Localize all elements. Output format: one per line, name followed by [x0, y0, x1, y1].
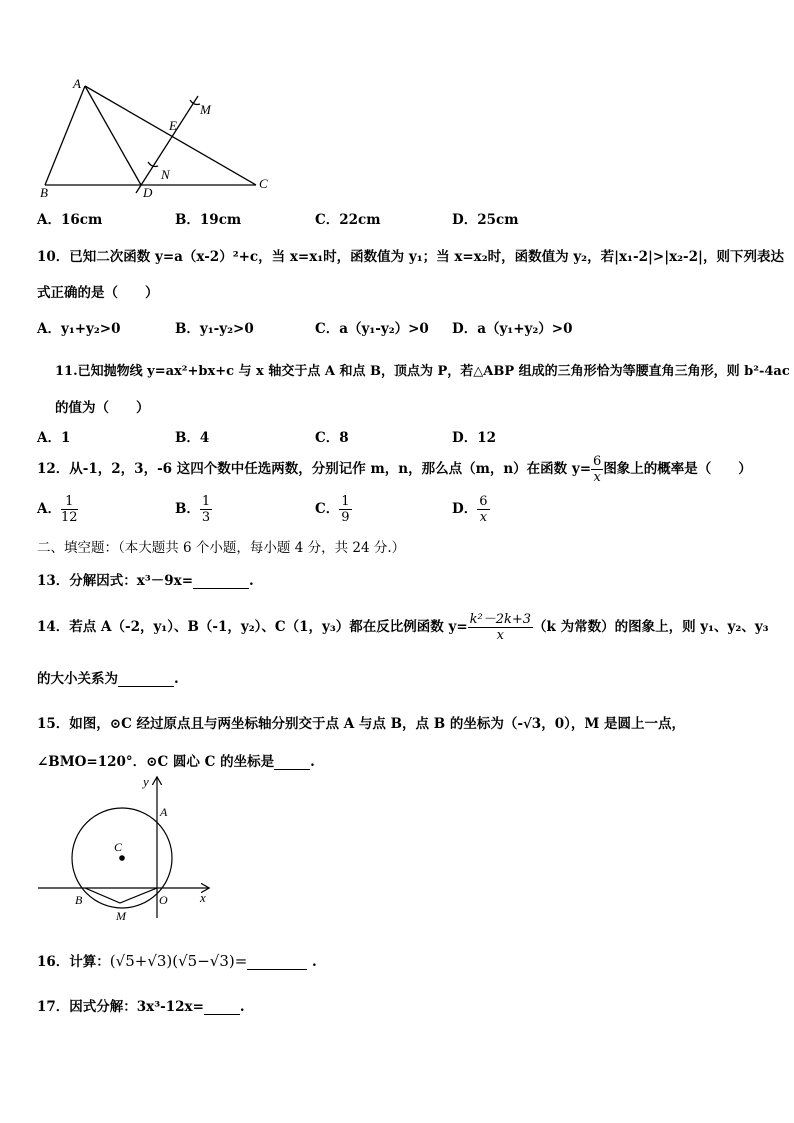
q10-text-line1: 10．已知二次函数 y=a（x-2）²+c，当 x=x₁时，函数值为 y₁；当 x=x₂时，函数值为 y₂，若|x₁-2|>|x₂-2|，则下列表达	[37, 249, 784, 265]
q12-option-a-label: A．	[37, 501, 61, 517]
q16-answer-blank[interactable]	[247, 955, 307, 970]
q9-option-c[interactable]: C．22cm	[315, 212, 381, 228]
q10-option-c[interactable]: C．a（y₁-y₂）>0	[315, 321, 429, 337]
q9-option-a[interactable]: A．16cm	[37, 212, 103, 228]
q16-text	[37, 950, 317, 970]
q12-c-num: 1	[341, 494, 350, 509]
q10-text-line2: 式正确的是（ ）	[37, 285, 159, 301]
label-b: B	[75, 893, 83, 907]
label-x: x	[200, 890, 206, 905]
label-m: M	[200, 102, 211, 117]
q10-option-d[interactable]: D．a（y₁+y₂）>0	[452, 321, 573, 337]
label-c: C	[259, 176, 268, 191]
q12-text-post: 图象上的概率是（ ）	[603, 461, 752, 477]
q12-b-den: 3	[201, 510, 211, 525]
q12-option-d[interactable]	[452, 494, 490, 525]
q11-option-d[interactable]: D．12	[452, 430, 496, 446]
side-ac	[85, 86, 256, 185]
q11-text-line1: 11.已知抛物线 y=ax²+bx+c 与 x 轴交于点 A 和点 B，顶点为 P，若△ABP 组成的三角形恰为等腰直角三角形，则 b²-4ac	[55, 364, 790, 379]
label-e: E	[169, 118, 177, 133]
q12-option-a[interactable]	[37, 494, 78, 525]
q13-text	[37, 569, 254, 589]
q16-end: .	[312, 954, 317, 970]
q12-option-c-label: C．	[315, 501, 340, 517]
q14-text-line1	[37, 611, 769, 643]
q12-d-den: x	[479, 510, 488, 525]
q16-text-pre: 16．计算：	[37, 954, 110, 970]
label-a: A	[160, 805, 168, 819]
q17-end: .	[239, 999, 245, 1015]
q12-d-num: 6	[479, 494, 488, 509]
q12-option-b[interactable]	[175, 494, 212, 525]
q12-option-b-fraction	[200, 494, 212, 525]
circle-figure	[30, 770, 230, 930]
q11-option-a[interactable]: A．1	[37, 430, 71, 446]
q14-text-post: （k 为常数）的图象上，则 y₁、y₂、y₃	[533, 619, 769, 635]
q14-line2-text: 的大小关系为	[37, 671, 118, 687]
q10-option-a[interactable]: A．y₁+y₂>0	[37, 321, 121, 337]
q12-option-c[interactable]	[315, 494, 352, 525]
q12-text-pre: 12．从-1，2，3，-6 这四个数中任选两数，分别记作 m，n，那么点（m，n）在函数 y=	[37, 461, 592, 477]
q16-expression: (√5+√3)(√5−√3)=	[109, 952, 248, 970]
side-ab	[45, 86, 85, 185]
q11-option-b[interactable]: B．4	[175, 430, 210, 446]
q9-option-d[interactable]: D．25cm	[452, 212, 519, 228]
q15-end: .	[310, 754, 315, 770]
q14-numerator: k²－2k+3	[469, 612, 532, 627]
q12-option-d-fraction	[477, 494, 489, 525]
q13-answer-blank[interactable]	[193, 574, 249, 589]
q12-option-c-fraction	[339, 494, 351, 525]
label-o: O	[159, 893, 168, 907]
q14-answer-blank[interactable]	[118, 672, 174, 687]
q15-text-line2	[37, 750, 315, 770]
label-c: C	[114, 840, 123, 854]
q12-option-a-fraction	[61, 494, 78, 525]
label-y: y	[143, 774, 149, 789]
q14-denominator: x	[496, 628, 505, 643]
q14-text-pre: 14．若点 A（-2，y₁）、B（-1，y₂）、C（1，y₃）都在反比例函数 y=	[37, 619, 468, 635]
label-n: N	[161, 167, 170, 182]
label-a: A	[73, 76, 81, 91]
q15-answer-blank[interactable]	[274, 755, 310, 770]
q15-text-line1: 15．如图，⊙C 经过原点且与两坐标轴分别交于点 A 与点 B，点 B 的坐标为（-√3，0），M 是圆上一点，	[37, 716, 685, 732]
q12-function-fraction	[591, 454, 603, 485]
q14-function-fraction	[468, 612, 533, 643]
q17-text	[37, 995, 245, 1015]
center-point	[119, 855, 125, 861]
q17-question: 17．因式分解：3x³-12x=	[37, 999, 204, 1015]
q17-answer-blank[interactable]	[204, 1000, 240, 1015]
q12-a-den: 12	[60, 510, 78, 525]
q14-end: .	[174, 671, 179, 687]
q13-end: .	[249, 573, 254, 589]
q12-a-num: 1	[61, 494, 78, 510]
q12-option-b-label: B．	[175, 501, 200, 517]
q12-func-numerator: 6	[593, 454, 602, 469]
label-m: M	[116, 909, 126, 923]
q12-b-num: 1	[201, 494, 211, 509]
q13-question: 13．分解因式：x³－9x=	[37, 573, 194, 589]
triangle-figure	[30, 70, 280, 205]
label-d: D	[143, 185, 153, 200]
q15-line2-text: ∠BMO=120°．⊙C 圆心 C 的坐标是	[37, 754, 275, 770]
label-b: B	[40, 185, 48, 200]
q12-func-denominator: x	[593, 470, 601, 485]
arc-n	[148, 162, 158, 167]
q12-option-d-label: D．	[452, 501, 478, 517]
q12-text	[37, 453, 752, 485]
q11-option-c[interactable]: C．8	[315, 430, 349, 446]
q12-c-den: 9	[341, 510, 350, 525]
q11-text-line2: 的值为（ ）	[55, 400, 150, 416]
q9-option-b[interactable]: B．19cm	[175, 212, 242, 228]
q14-text-line2	[37, 667, 179, 687]
q10-option-b[interactable]: B．y₁-y₂>0	[175, 321, 254, 337]
segment-ad	[85, 86, 141, 185]
section-heading-fill-in: 二、填空题：（本大题共 6 个小题，每小题 4 分，共 24 分.）	[37, 540, 406, 556]
